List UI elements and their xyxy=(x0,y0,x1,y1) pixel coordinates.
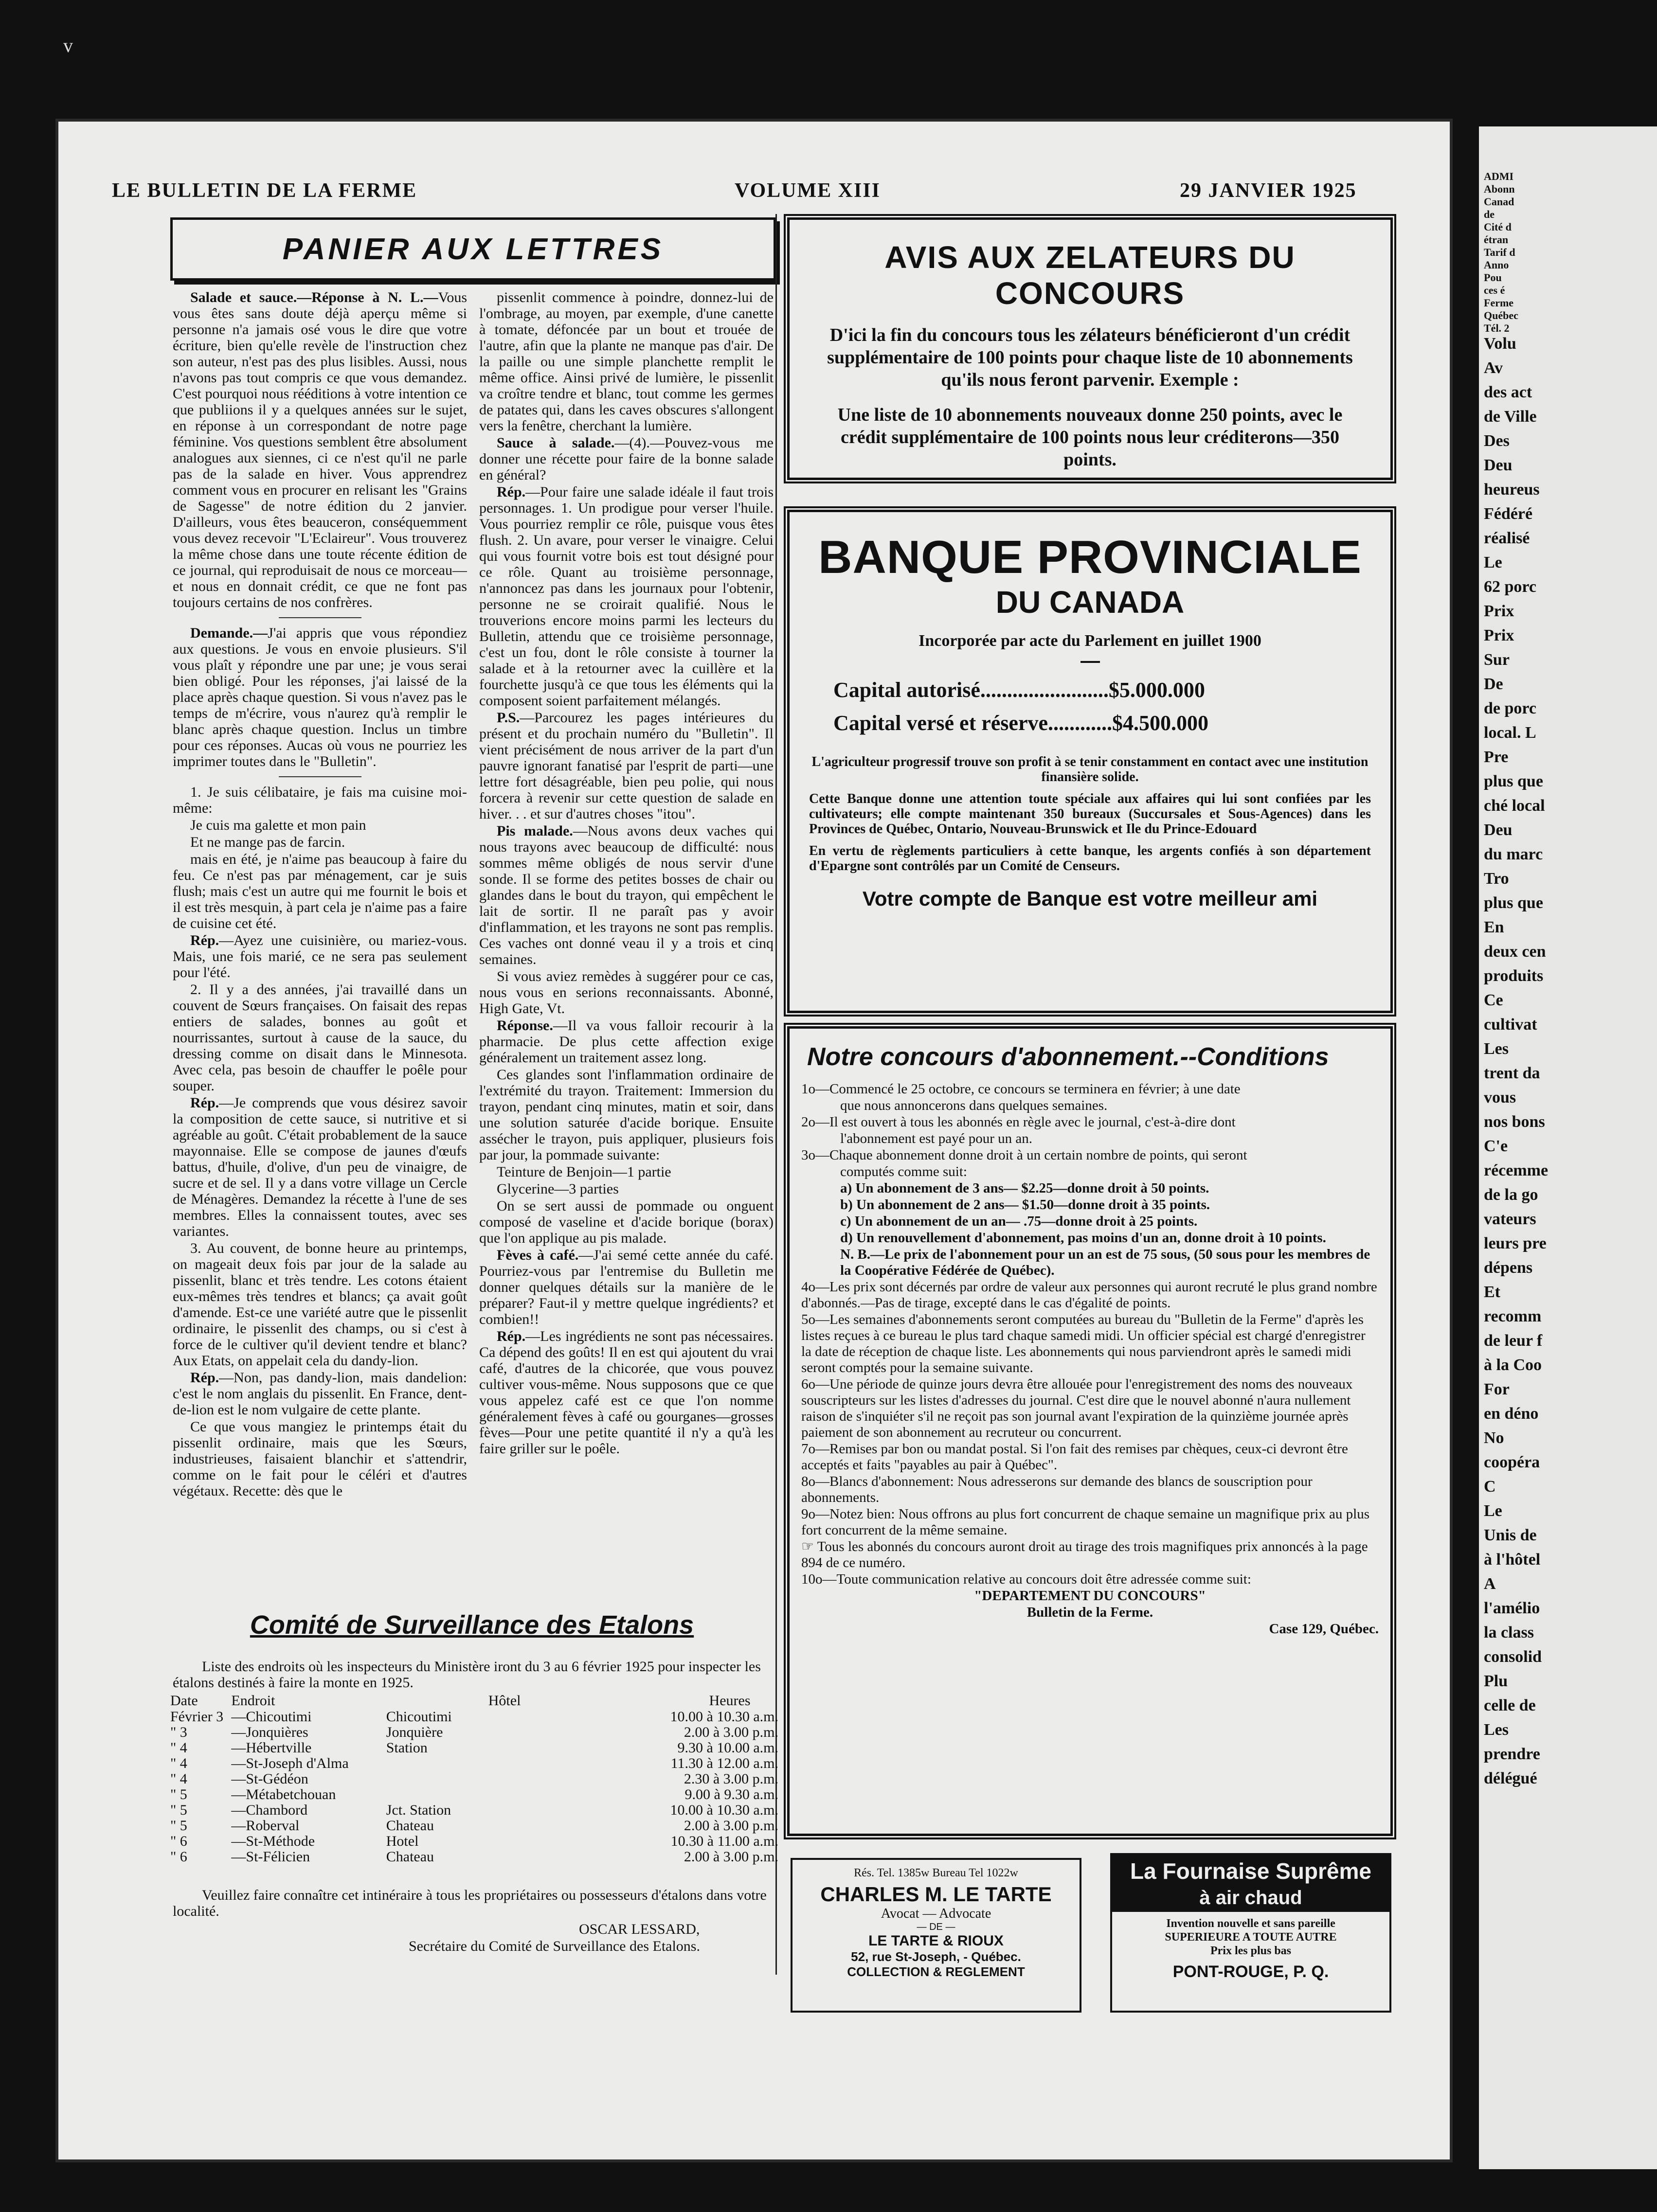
panier-title: PANIER AUX LETTRES xyxy=(170,217,776,281)
paragraph-text: Si vous aviez remèdes à suggérer pour ce cas, nous vous en serions reconnaissants. Abonné, High Gate, Vt. xyxy=(479,968,774,1017)
adjacent-page-fragment: Av xyxy=(1484,359,1503,377)
panier-paragraph xyxy=(479,1067,774,1163)
concours-box xyxy=(787,1026,1393,1836)
avis-paragraph-1: D'ici la fin du concours tous les zélateurs bénéficieront d'un crédit supplémentaire de 100 points pour chaque liste de 10 abonnements qu'ils nous feront parvenir. Exemple : xyxy=(827,325,1353,390)
adjacent-page-fragment: En xyxy=(1484,918,1504,936)
cell-date: " 4 xyxy=(170,1771,187,1787)
paragraph-text: —Non, pas dandy-lion, mais dandelion: c'est le nom anglais du pissenlit. En France, dent-de-lion est le nom vulgaire de cette plante. xyxy=(173,1370,467,1418)
fournaise-line-2: SUPERIEURE A TOUTE AUTRE xyxy=(1165,1931,1337,1944)
adjacent-page-fragment: prendre xyxy=(1484,1745,1540,1763)
adjacent-page-fragment: plus que xyxy=(1484,772,1543,790)
table-row xyxy=(170,1709,778,1725)
table-row xyxy=(170,1818,778,1834)
paragraph-text: 1. Je suis célibataire, je fais ma cuisine moi-même: xyxy=(173,784,467,816)
cell-endroit: —Jonquières xyxy=(231,1724,308,1740)
condition-line: computés comme suit: xyxy=(840,1164,967,1179)
comite-outro: Veuillez faire connaître cet intinéraire à tous les propriétaires ou possesseurs d'étalons dans votre localité. xyxy=(173,1887,767,1919)
table-row xyxy=(170,1740,778,1756)
adjacent-page-fragment: récemme xyxy=(1484,1161,1549,1179)
adjacent-page-fragment: de porc xyxy=(1484,699,1536,717)
table-row xyxy=(170,1834,778,1849)
paragraph-text: J'ai appris que vous répondiez aux questions. Je vous en envoie plusieurs. S'il vous plaît y répondre une par une; je vous serai bien obligé. Pour les réponses, j'ai laissé de la place après chaque question. Si vous n'avez pas le temps de m'écrire, vous n'aurez qu'à remplir le blanc après chaque question. Inclus un timbre pour ces réponses. Aucas où vous ne pourriez les imprimer toutes dans le "Bulletin". xyxy=(173,625,467,769)
panier-paragraph xyxy=(173,981,467,1094)
masthead-title: LE BULLETIN DE LA FERME xyxy=(112,179,417,202)
cell-date: " 4 xyxy=(170,1755,187,1771)
cell-hotel: Chicoutimi xyxy=(386,1709,452,1725)
cell-date: " 6 xyxy=(170,1833,187,1849)
adjacent-page-fragment: du marc xyxy=(1484,845,1543,863)
adjacent-page-fragment: Tarif d xyxy=(1484,246,1515,258)
condition-line: 9o—Notez bien: Nous offrons au plus fort concurrent de chaque semaine un magnifique prix au plus fort concurrent de la même semaine. xyxy=(801,1506,1370,1538)
letarte-address: 52, rue St-Joseph, - Québec. xyxy=(851,1949,1021,1964)
paragraph-text: Et ne mange pas de farcin. xyxy=(190,834,345,850)
fournaise-line-1: Invention nouvelle et sans pareille xyxy=(1166,1917,1335,1930)
adjacent-page-fragment: Et xyxy=(1484,1283,1500,1301)
cell-hotel: Chateau xyxy=(386,1818,434,1834)
panier-paragraph xyxy=(173,834,467,850)
panier-paragraph xyxy=(479,823,774,967)
paragraph-text: —J'ai semé cette année du café. Pourriez-vous par l'entremise du Bulletin me donner quelques détails sur la manière de le préparer? Faut-il y mettre quelque ingrédients? et combien!! xyxy=(479,1247,774,1327)
paragraph-text: 3. Au couvent, de bonne heure au printemps, on mageait deux fois par jour de la salade au pissenlit, blanc et très tendre. Les cotons étaient eux-mêmes très tendres et blancs; ça avait goût d'amende. Est-ce une variété autre que le pissenlit ordinaire, le pissenlit des champs, ou si c'est à force de le cultiver qu'il devient tendre et blanc? Aux Etats, on appelait cela du dandy-lion. xyxy=(173,1240,467,1369)
adjacent-page-fragment: produits xyxy=(1484,967,1544,985)
condition-line: N. B.—Le prix de l'abonnement pour un an est de 75 sous, (50 sous pour les membres de la Coopérative Fédérée de Québec). xyxy=(840,1247,1370,1278)
paragraph-text: pissenlit commence à poindre, donnez-lui de l'ombrage, au moyen, par exemple, d'une canette à tomate, défoncée par un bout et trouée de l'autre, afin que la plante ne manque pas d'air. De la paille ou une simple planchette remplit le même office. Ainsi privé de lumière, le pissenlit va croître tendre et blanc, tout comme les germes de patates qui, dans les caves obscures s'allongent vers la fenêtre, cherchant la lumière. xyxy=(479,289,774,434)
adjacent-page-fragment: ces é xyxy=(1484,284,1505,296)
adjacent-page-fragment: For xyxy=(1484,1380,1510,1398)
condition-line: Bulletin de la Ferme. xyxy=(1027,1605,1153,1620)
paragraph-text: Glycerine—3 parties xyxy=(497,1181,619,1197)
adjacent-page-fragment: C xyxy=(1484,1478,1496,1496)
panier-paragraph xyxy=(479,1247,774,1327)
paragraph-lead: Rép. xyxy=(497,1328,526,1344)
adjacent-page-fragment: de la go xyxy=(1484,1186,1538,1204)
adjacent-page-fragment: Le xyxy=(1484,553,1502,571)
cell-endroit: —St-Méthode xyxy=(231,1833,315,1849)
adjacent-page-fragment: Tro xyxy=(1484,870,1509,888)
adjacent-page-fragment: Prix xyxy=(1484,626,1514,644)
adjacent-page-fragment: Ferme xyxy=(1484,297,1514,309)
adjacent-page-fragment: Pre xyxy=(1484,748,1509,766)
adjacent-page-fragment: trent da xyxy=(1484,1064,1540,1082)
schedule-table xyxy=(170,1693,778,1865)
adjacent-page-fragment: Des xyxy=(1484,432,1510,450)
paragraph-text: Ce que vous mangiez le printemps était du pissenlit ordinaire, mais que les Sœurs, industrieuses, faisaient blanchir et s'attendrir, comme on le fait pour le céléri et d'autres végétaux. Recette: dès que le xyxy=(173,1419,467,1499)
adjacent-page-fragment: Anno xyxy=(1484,259,1509,271)
fournaise-line-3: Prix les plus bas xyxy=(1210,1944,1292,1957)
condition-line: 2o—Il est ouvert à tous les abonnés en règle avec le journal, c'est-à-dire dont xyxy=(801,1114,1236,1130)
cell-endroit: —St-Gédéon xyxy=(231,1771,308,1787)
adjacent-page-fragment: recomm xyxy=(1484,1307,1542,1325)
paragraph-text: —Il va vous falloir recourir à la pharmacie. De plus cette affection exige généralement un traitement assez long. xyxy=(479,1017,774,1066)
paragraph-lead: P.S. xyxy=(497,710,520,726)
banque-subtitle: DU CANADA xyxy=(995,585,1185,620)
panier-paragraph xyxy=(173,932,467,981)
panier-paragraph xyxy=(479,1181,774,1197)
fournaise-town: PONT-ROUGE, P. Q. xyxy=(1172,1962,1329,1981)
cell-heures: 10.30 à 11.00 a.m. xyxy=(670,1833,778,1849)
banque-paragraph-3: En vertu de règlements particuliers à cette banque, les argents confiés à son département d'Epargne sont contrôlés par un Comité de Censeurs. xyxy=(809,843,1371,874)
adjacent-page-fragment: Ce xyxy=(1484,991,1503,1009)
banque-incorporation: Incorporée par acte du Parlement en juillet 1900 xyxy=(919,632,1261,650)
masthead-date: 29 JANVIER 1925 xyxy=(1180,179,1357,202)
cell-heures: 2.00 à 3.00 p.m. xyxy=(684,1849,778,1865)
adjacent-page-fragment: l'amélio xyxy=(1484,1599,1540,1617)
panier-column-2 xyxy=(479,289,774,1593)
adjacent-page-fragment: Prix xyxy=(1484,602,1514,620)
concours-title: Notre concours d'abonnement.--Conditions xyxy=(807,1043,1329,1071)
adjacent-page-fragment: à la Coo xyxy=(1484,1356,1542,1374)
table-row xyxy=(170,1787,778,1802)
panier-paragraph xyxy=(479,1164,774,1180)
adjacent-page-fragment: de xyxy=(1484,208,1495,220)
condition-line: 7o—Remises par bon ou mandat postal. Si l'on fait des remises par chèques, ceux-ci devront être acceptés et faits "payables au pair à Québec". xyxy=(801,1441,1348,1473)
adjacent-page-fragment: Cité d xyxy=(1484,221,1512,233)
panier-paragraph xyxy=(173,1240,467,1369)
paragraph-lead: Pis malade. xyxy=(497,823,573,839)
panier-paragraph xyxy=(173,1419,467,1499)
paragraph-text: Teinture de Benjoin—1 partie xyxy=(497,1164,671,1180)
cell-endroit: —Roberval xyxy=(231,1818,300,1834)
table-row xyxy=(170,1756,778,1771)
adjacent-page-fragment: Fédéré xyxy=(1484,505,1533,523)
avis-box xyxy=(787,217,1393,480)
paragraph-text: —Parcourez les pages intérieures du présent et du prochain numéro du "Bulletin". Il vient précisément de nous arriver de la part d'un pauvre ignorant fanatisé par l'esprit de parti—une lettre fort désagréable, bien peu polie, qui nous forcera à revenir sur cette question de salade en hiver. . . et sur d'autres choses "itou". xyxy=(479,710,774,822)
cell-heures: 11.30 à 12.00 a.m. xyxy=(670,1755,778,1771)
adjacent-page-fragment: Les xyxy=(1484,1040,1509,1058)
condition-line: 3o—Chaque abonnement donne droit à un certain nombre de points, qui seront xyxy=(801,1147,1247,1163)
condition-line: d) Un renouvellement d'abonnement, pas moins d'un an, donne droit à 10 points. xyxy=(840,1230,1326,1246)
paragraph-text: Je cuis ma galette et mon pain xyxy=(190,817,366,833)
paragraph-lead: Rép. xyxy=(190,932,219,948)
adjacent-page-fragment: à l'hôtel xyxy=(1484,1551,1541,1569)
adjacent-page-fragment: heureus xyxy=(1484,481,1540,499)
condition-line: 8o—Blancs d'abonnement: Nous adresserons sur demande des blancs de souscription pour abonnements. xyxy=(801,1474,1313,1505)
paragraph-text: Ces glandes sont l'inflammation ordinaire de l'extrémité du trayon. Traitement: Immersion du trayon, pendant cinq minutes, matin et soir, dans une solution saturée d'acide borique. Ensuite assécher le trayon, puis appliquer, plusieurs fois par jour, la pommade suivante: xyxy=(479,1067,774,1163)
letarte-de: — DE — xyxy=(917,1922,955,1932)
cell-hotel: Hotel xyxy=(386,1833,419,1849)
letarte-service: COLLECTION & REGLEMENT xyxy=(847,1964,1025,1979)
paragraph-lead: Rép. xyxy=(190,1370,219,1386)
cell-heures: 2.00 à 3.00 p.m. xyxy=(684,1724,778,1740)
signature-title: Secrétaire du Comité de Surveillance des Etalons. xyxy=(409,1938,700,1954)
adjacent-page-fragment: de leur f xyxy=(1484,1332,1543,1350)
panier-paragraph xyxy=(173,851,467,931)
adjacent-page-fragment: Unis de xyxy=(1484,1526,1537,1544)
adjacent-page-fragment: Canad xyxy=(1484,196,1514,208)
adjacent-page-fragment: Le xyxy=(1484,1502,1502,1520)
masthead xyxy=(112,179,1396,208)
banque-ad xyxy=(787,510,1393,1013)
adjacent-page-fragment: ADMI xyxy=(1484,170,1514,182)
panier-paragraph xyxy=(479,289,774,434)
paragraph-lead: Rép. xyxy=(497,484,526,500)
adjacent-page-fragment: des act xyxy=(1484,383,1532,401)
paragraph-text: On se sert aussi de pommade ou onguent composé de vaseline et d'acide borique (borax) que l'on applique au pis malade. xyxy=(479,1198,774,1246)
panier-column-1 xyxy=(173,289,467,1593)
adjacent-page-fragment: 62 porc xyxy=(1484,578,1536,596)
separator xyxy=(279,617,361,618)
adjacent-page-fragment: Tél. 2 xyxy=(1484,322,1510,334)
adjacent-page-fragment: Sur xyxy=(1484,651,1510,669)
adjacent-page-fragment: Abonn xyxy=(1484,183,1515,195)
adjacent-page-fragment: réalisé xyxy=(1484,529,1530,547)
letarte-firm: LE TARTE & RIOUX xyxy=(868,1933,1004,1949)
letarte-role: Avocat — Advocate xyxy=(881,1906,991,1921)
cell-heures: 2.30 à 3.00 p.m. xyxy=(684,1771,778,1787)
adjacent-page-fragment: Plu xyxy=(1484,1672,1508,1690)
panier-paragraph xyxy=(173,289,467,610)
cell-hotel xyxy=(386,1771,670,1787)
condition-line: 1o—Commencé le 25 octobre, ce concours se terminera en février; à une date xyxy=(801,1081,1241,1097)
condition-line: a) Un abonnement de 3 ans— $2.25—donne droit à 50 points. xyxy=(840,1180,1209,1196)
condition-line: "DEPARTEMENT DU CONCOURS" xyxy=(974,1588,1206,1604)
paragraph-lead: Sauce à salade. xyxy=(497,435,615,451)
adjacent-page-fragment: leurs pre xyxy=(1484,1234,1547,1252)
panier-paragraph xyxy=(479,484,774,709)
adjacent-page-fragment: coopéra xyxy=(1484,1453,1540,1471)
cell-hotel xyxy=(386,1787,670,1802)
condition-line: b) Un abonnement de 2 ans— $1.50—donne droit à 35 points. xyxy=(840,1197,1210,1213)
cell-hotel: Jct. Station xyxy=(386,1802,451,1818)
masthead-volume: VOLUME XIII xyxy=(735,179,881,202)
paragraph-lead: Fèves à café. xyxy=(497,1247,579,1263)
avis-title: AVIS AUX ZELATEURS DU CONCOURS xyxy=(884,240,1296,311)
adjacent-page-fragment: consolid xyxy=(1484,1648,1542,1666)
panier-paragraph xyxy=(173,625,467,769)
cell-date: " 3 xyxy=(170,1724,187,1740)
panier-paragraph xyxy=(479,1017,774,1066)
adjacent-page-fragment: cultivat xyxy=(1484,1016,1537,1034)
cell-endroit: —Métabetchouan xyxy=(231,1786,336,1802)
letarte-name: CHARLES M. LE TARTE xyxy=(820,1883,1052,1906)
adjacent-page-fragment: dépens xyxy=(1484,1259,1533,1277)
panier-paragraph xyxy=(173,784,467,816)
paragraph-text: —(4).—Pouvez-vous me donner une récette pour faire de la bonne salade en général? xyxy=(479,435,774,483)
cell-heures: 9.30 à 10.00 a.m. xyxy=(677,1740,778,1756)
panier-paragraph xyxy=(479,435,774,483)
adjacent-page xyxy=(1479,126,1657,2169)
banque-paragraph-2: Cette Banque donne une attention toute spéciale aux affaires qui lui sont confiées par les cultivateurs; elle compte maintenant 350 bureaux (Succursales et Sous-Agences) dans les Provinces de Québec, Ontario, Nouveau-Brunswick et Ile du Prince-Edouard xyxy=(809,791,1371,837)
cell-endroit: —St-Joseph d'Alma xyxy=(231,1755,349,1771)
paragraph-text: —Ayez une cuisinière, ou mariez-vous. Mais, une fois marié, ce ne sera pas seulement pour l'été. xyxy=(173,932,467,981)
paragraph-text: —Les ingrédients ne sont pas nécessaires. Ca dépend des goûts! Il en est qui ajoutent du vrai café, d'autres de la chicorée, que vous pouvez cultiver vous-même. Nous supposons que ce que vous appelez café est ce que l'on nomme généralement fèves à café ou gourganes—grosses fèves—Pour une petite quantité il n'y a qu'à les faire griller sur le poêle. xyxy=(479,1328,774,1457)
cell-heures: 2.00 à 3.00 p.m. xyxy=(684,1818,778,1834)
panier-paragraph xyxy=(173,1095,467,1239)
adjacent-page-fragment: deux cen xyxy=(1484,943,1546,961)
corner-mark: v xyxy=(63,35,73,56)
adjacent-page-fragment: ché local xyxy=(1484,797,1545,815)
condition-line: 6o—Une période de quinze jours devra être allouée pour l'enregistrement des noms des nouveaux souscripteurs sur les listes d'adresses du journal. C'est dire que le nouvel abonné n'aura nullement raison de s'inquiéter s'il ne reçoit pas son journal avant l'expiration de la quinzième journée après paiement de son abonnement au recruteur ou concurrent. xyxy=(801,1376,1353,1440)
table-row xyxy=(170,1725,778,1740)
paragraph-lead: Réponse. xyxy=(497,1017,553,1034)
condition-line: que nous annoncerons dans quelques semaines. xyxy=(840,1098,1108,1113)
col-endroit: Endroit xyxy=(231,1693,275,1709)
cell-date: " 5 xyxy=(170,1818,187,1834)
adjacent-page-fragment: en déno xyxy=(1484,1405,1539,1423)
adjacent-page-fragment: C'e xyxy=(1484,1137,1508,1155)
cell-date: " 6 xyxy=(170,1849,187,1865)
cell-endroit: —Chicoutimi xyxy=(231,1709,312,1725)
cell-heures: 10.00 à 10.30 a.m. xyxy=(670,1802,778,1818)
condition-line: l'abonnement est payé pour un an. xyxy=(840,1131,1032,1146)
adjacent-page-fragment: De xyxy=(1484,675,1503,693)
table-row xyxy=(170,1802,778,1818)
adjacent-page-fragment: local. L xyxy=(1484,724,1536,742)
adjacent-page-fragment: vous xyxy=(1484,1088,1516,1106)
comite-title: Comité de Surveillance des Etalons xyxy=(250,1610,694,1640)
separator xyxy=(279,776,361,777)
paragraph-text: 2. Il y a des années, j'ai travaillé dans un couvent de Sœurs françaises. On faisait des repas entiers de salades, bonnes au goût et nourrissantes, surtout à cause de la sauce, du dressing comme on disait dans le Minnesota. Avec cela, pas besoin de chauffer le poêle pour souper. xyxy=(173,981,467,1094)
adjacent-page-fragment: Québec xyxy=(1484,309,1518,321)
comite-intro: Liste des endroits où les inspecteurs du Ministère iront du 3 au 6 février 1925 pour inspecter les étalons destinés à faire la monte en 1925. xyxy=(173,1659,761,1691)
adjacent-page-fragment: nos bons xyxy=(1484,1113,1545,1131)
paragraph-lead: Rép. xyxy=(190,1095,219,1111)
adjacent-page-fragment: vateurs xyxy=(1484,1210,1536,1228)
panier-paragraph xyxy=(479,1328,774,1457)
table-row xyxy=(170,1771,778,1787)
panier-paragraph xyxy=(479,1198,774,1246)
col-heures: Heures xyxy=(709,1693,751,1709)
panier-paragraph xyxy=(479,968,774,1017)
banque-paragraph-1: L'agriculteur progressif trouve son profit à se tenir constamment en contact avec une institution finansière solide. xyxy=(811,754,1369,785)
cell-hotel: Jonquière xyxy=(386,1724,443,1740)
cell-hotel xyxy=(386,1756,670,1771)
letarte-ad xyxy=(791,1858,1081,2013)
adjacent-page-fragment: Deu xyxy=(1484,821,1513,839)
adjacent-page-fragment: plus que xyxy=(1484,894,1543,912)
adjacent-page-fragment: de Ville xyxy=(1484,408,1537,426)
cell-endroit: —St-Félicien xyxy=(231,1849,310,1865)
cell-date: " 4 xyxy=(170,1740,187,1756)
condition-line: Case 129, Québec. xyxy=(1269,1621,1379,1637)
adjacent-page-fragment: celle de xyxy=(1484,1696,1536,1714)
adjacent-page-fragment: Volu xyxy=(1484,335,1516,353)
banque-slogan: Votre compte de Banque est votre meilleur ami xyxy=(862,887,1318,910)
table-row xyxy=(170,1849,778,1865)
paragraph-lead: Demande.— xyxy=(190,625,268,641)
condition-line: 4o—Les prix sont décernés par ordre de valeur aux personnes qui auront recruté le plus grand nombre d'abonnés.—Pas de tirage, excepté dans le cas d'égalité de points. xyxy=(801,1279,1377,1311)
capital-authorized: Capital autorisé........................$5.000.000 xyxy=(833,678,1205,702)
paragraph-text: —Pour faire une salade idéale il faut trois personnages. 1. Un prodigue pour verser l'huile. Vous pourriez remplir ce rôle, puisque vous êtes flush. 2. Un avare, pour verser le vinaigre. Celui qui vous fournit votre bois est tout désigné pour ce rôle. Quant au troisième personnage, n'annoncez pas dans les journaux pour l'obtenir, personne ne se croirait qualifié. Nous le trouverions encore moins parmi les lecteurs du Bulletin, attendu que ce troisième personnage, c'est un fou, dont le rôle consiste à tourner la salade et à la retourner avec la cuillère et la fourchette jusqu'à ce que tous les éléments qui la composent soient parfaitement mélangés. xyxy=(479,484,774,709)
paragraph-text: —Nous avons deux vaches qui nous trayons avec beaucoup de difficulté: nous sommes même obligés de nous servir d'une sonde. Il se forme des petites bosses de chair ou glandes dans le bout du trayon, qui empêchent le lait de sortir. Il ne paraît pas y avoir d'inflammation, et les trayons ne sont pas remplis. Ces vaches ont donné veau il y a trois et cinq semaines. xyxy=(479,823,774,967)
adjacent-page-fragment: Deu xyxy=(1484,456,1513,474)
panier-paragraph xyxy=(173,817,467,833)
adjacent-page-fragment: No xyxy=(1484,1429,1504,1447)
paragraph-lead: Salade et sauce.—Réponse à N. L.— xyxy=(190,289,438,305)
paragraph-text: mais en été, je n'aime pas beaucoup à faire du feu. Ce n'est pas par ménagement, car je suis flush; mais c'est un autre qui me fournit le bois et il est très mesquin, à part cela je n'aime pas a faire de cuisine cet été. xyxy=(173,851,467,931)
concours-conditions xyxy=(801,1081,1379,1637)
fournaise-ad xyxy=(1110,1853,1391,2013)
cell-heures: 10.00 à 10.30 a.m. xyxy=(670,1709,778,1725)
cell-endroit: —Hébertville xyxy=(231,1740,312,1756)
adjacent-page-fragment: Les xyxy=(1484,1721,1509,1739)
cell-date: " 5 xyxy=(170,1802,187,1818)
col-date: Date xyxy=(170,1693,198,1709)
adjacent-page-fragment: délégué xyxy=(1484,1769,1537,1787)
letarte-phones: Rés. Tel. 1385w Bureau Tel 1022w xyxy=(854,1867,1018,1879)
adjacent-page-fragment: Pou xyxy=(1484,271,1502,284)
capital-paid: Capital versé et réserve............$4.500.000 xyxy=(833,711,1209,735)
divider xyxy=(1081,661,1100,663)
panier-paragraph xyxy=(173,1370,467,1418)
cell-date: Février 3 xyxy=(170,1709,224,1725)
signature: OSCAR LESSARD, xyxy=(579,1921,700,1937)
panier-paragraph xyxy=(479,710,774,822)
fournaise-title: La Fournaise Suprême xyxy=(1112,1855,1389,1887)
adjacent-page-fragment: la class xyxy=(1484,1623,1534,1641)
avis-paragraph-2: Une liste de 10 abonnements nouveaux donne 250 points, avec le crédit supplémentaire de 100 points nous leur créditerons—350 points. xyxy=(837,405,1343,470)
adjacent-page-fragment: étran xyxy=(1484,233,1509,246)
fournaise-subtitle: à air chaud xyxy=(1112,1887,1389,1912)
cell-endroit: —Chambord xyxy=(231,1802,308,1818)
paragraph-text: Vous vous êtes sans doute déjà aperçu même si personne n'a jamais osé vous le dire que votre écriture, bien qu'elle revèle de l'instruction chez son auteur, n'est pas des plus lisibles. Aussi, nous n'avons pas tout compris ce que vous demandez. C'est pourquoi nous rééditions à votre intention ce que publiions il y a quelques années sur le sujet, en réponse à un correspondant de notre page féminine. Vos questions semblent être absolument analogues aux siennes, ci ce n'est qu'il ne parle pas de la salade en hiver. Vous apprendrez comment vous en procurer en relisant les "Grains de Sagesse" de notre édition du 2 janvier. D'ailleurs, vous êtes beauceron, conséquemment vous devez recevoir "L'Eclaireur". Vous trouverez la même chose dans une toute récente édition de ce journal, qui reproduisait de nous ce morceau—et nous en donnait crédit, ce que ne font pas toujours certains de nos confrères. xyxy=(173,289,467,610)
banque-title: BANQUE PROVINCIALE xyxy=(818,531,1362,583)
cell-hotel: Station xyxy=(386,1740,428,1756)
condition-line: 10o—Toute communication relative au concours doit être adressée comme suit: xyxy=(801,1571,1251,1587)
cell-heures: 9.00 à 9.30 a.m. xyxy=(684,1786,778,1802)
cell-hotel: Chateau xyxy=(386,1849,434,1865)
condition-line: 5o—Les semaines d'abonnements seront computées au bureau du "Bulletin de la Ferme" d'après les listes reçues à ce bureau le plus tard chaque samedi midi. Un officier spécial est chargé d'enregistrer la date de réception de chaque liste. Les abonnements qui nous parviendront après le samedi midi seront comptés pour la semaine suivante. xyxy=(801,1312,1366,1375)
adjacent-page-fragment: A xyxy=(1484,1575,1496,1593)
col-hotel: Hôtel xyxy=(488,1693,521,1709)
condition-line: c) Un abonnement de un an— .75—donne droit à 25 points. xyxy=(840,1213,1198,1229)
condition-line: ☞ Tous les abonnés du concours auront droit au tirage des trois magnifiques prix annoncés à la page 894 de ce numéro. xyxy=(801,1539,1368,1570)
cell-date: " 5 xyxy=(170,1786,187,1802)
paragraph-text: —Je comprends que vous désirez savoir la composition de cette sauce, si nutritive et si agréable au goût. C'était probablement de la sauce mayonnaise. Elle se compose de jaunes d'œufs battus, d'huile, d'olive, d'un peu de vinaigre, de sucre et de sel. Il y a dans votre village un Cercle de Ménagères. Demandez la récette à l'une de ses membres. Elles la connaissent toutes, avec ses variantes. xyxy=(173,1095,467,1239)
